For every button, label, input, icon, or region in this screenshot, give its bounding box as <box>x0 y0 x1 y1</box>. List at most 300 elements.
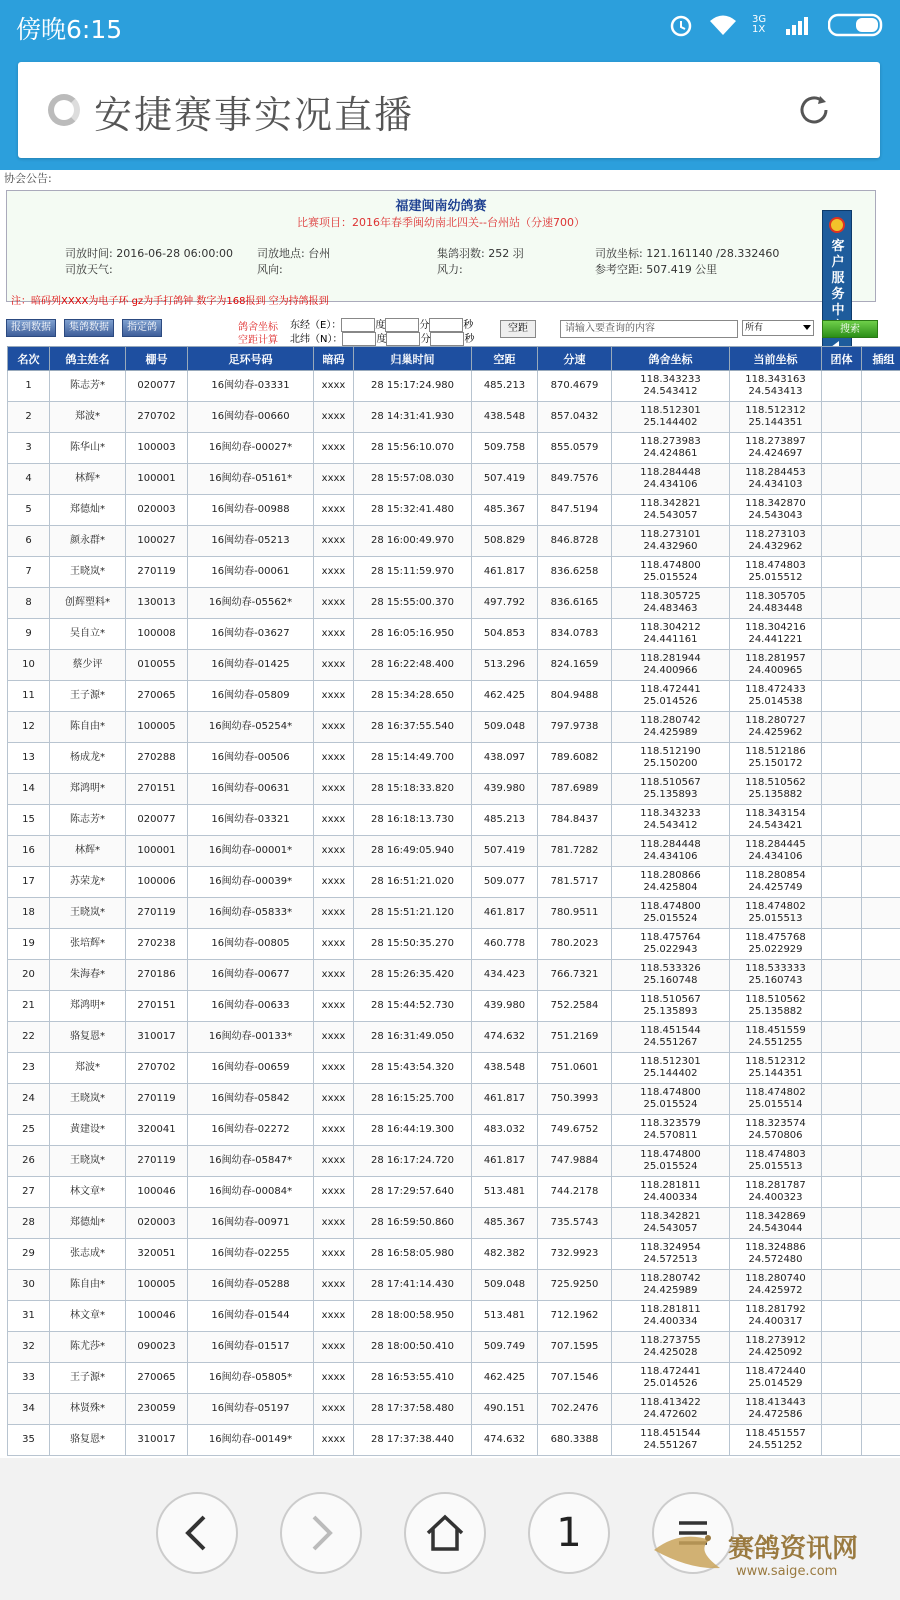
coord-cell <box>730 1115 822 1146</box>
coord-cell <box>612 1270 730 1301</box>
table-cell <box>822 1270 862 1301</box>
table-cell: 16闽幼春-00677 <box>188 960 314 991</box>
coord-value: 25.015514 <box>748 1099 803 1110</box>
table-row[interactable] <box>8 371 900 402</box>
birds-count: 集鸽羽数: 252 羽 <box>437 247 524 260</box>
coord-value: 118.342821 <box>640 498 701 509</box>
table-cell: 26 <box>8 1146 50 1177</box>
table-cell: 836.6258 <box>538 557 612 588</box>
table-cell: 28 18:00:50.410 <box>354 1332 472 1363</box>
coord-cell <box>730 1394 822 1425</box>
coord-value: 24.551255 <box>748 1037 803 1048</box>
table-row[interactable] <box>8 1332 900 1363</box>
customer-service-label: 客户服务中 <box>831 239 845 318</box>
table-cell: 28 15:50:35.270 <box>354 929 472 960</box>
table-row[interactable] <box>8 929 900 960</box>
table-cell: 507.419 <box>472 464 538 495</box>
column-header: 暗码 <box>314 347 354 371</box>
coord-cell <box>730 433 822 464</box>
table-row[interactable] <box>8 1208 900 1239</box>
coord-value: 118.451557 <box>745 1428 806 1439</box>
table-cell: 34 <box>8 1394 50 1425</box>
table-cell: 461.817 <box>472 1084 538 1115</box>
table-cell: 497.792 <box>472 588 538 619</box>
table-cell: 100046 <box>126 1301 188 1332</box>
north-min-input[interactable] <box>386 332 420 346</box>
coord-value: 118.342869 <box>745 1211 806 1222</box>
table-cell: 16闽幼春-00659 <box>188 1053 314 1084</box>
coord-cell <box>730 991 822 1022</box>
coord-value: 118.533333 <box>745 963 806 974</box>
coord-value: 24.570811 <box>643 1130 698 1141</box>
table-row[interactable] <box>8 557 900 588</box>
table-cell: 14 <box>8 774 50 805</box>
table-cell: 3 <box>8 433 50 464</box>
table-cell: 010055 <box>126 650 188 681</box>
coord-cell <box>612 681 730 712</box>
coord-value: 24.543413 <box>748 386 803 397</box>
north-deg-input[interactable] <box>342 332 376 346</box>
column-header: 当前坐标 <box>730 347 822 371</box>
table-cell <box>862 495 900 526</box>
table-cell: 509.048 <box>472 1270 538 1301</box>
table-cell: xxxx <box>314 495 354 526</box>
table-cell <box>822 1301 862 1332</box>
coord-value: 24.551252 <box>748 1440 803 1451</box>
coord-cell <box>730 774 822 805</box>
table-cell: 513.481 <box>472 1301 538 1332</box>
table-cell: 骆复恩* <box>50 1425 126 1456</box>
table-cell: 16闽幼春-00660 <box>188 402 314 433</box>
coord-cell <box>612 805 730 836</box>
table-cell: 28 17:41:14.430 <box>354 1270 472 1301</box>
table-cell: 22 <box>8 1022 50 1053</box>
coord-value: 118.474800 <box>640 901 701 912</box>
coord-cell <box>730 1363 822 1394</box>
table-cell: 855.0579 <box>538 433 612 464</box>
coord-value: 118.472440 <box>745 1366 806 1377</box>
column-header: 棚号 <box>126 347 188 371</box>
table-cell: 130013 <box>126 588 188 619</box>
table-cell: 25 <box>8 1115 50 1146</box>
coord-cell <box>612 650 730 681</box>
table-cell: 16闽幼春-03321 <box>188 805 314 836</box>
table-cell: xxxx <box>314 433 354 464</box>
table-cell: xxxx <box>314 1239 354 1270</box>
coord-value: 118.472433 <box>745 684 806 695</box>
coord-cell <box>730 464 822 495</box>
wind-power: 风力: <box>437 263 463 276</box>
coord-value: 24.543044 <box>748 1223 803 1234</box>
table-cell: 752.2584 <box>538 991 612 1022</box>
table-row[interactable] <box>8 1363 900 1394</box>
table-cell <box>862 929 900 960</box>
table-cell: 4 <box>8 464 50 495</box>
table-cell: 508.829 <box>472 526 538 557</box>
coord-value: 118.474803 <box>745 560 806 571</box>
table-row[interactable] <box>8 681 900 712</box>
table-cell: 郑鸿明* <box>50 991 126 1022</box>
designate-bird-button[interactable]: 指定鸽 <box>122 319 162 337</box>
table-cell: 100008 <box>126 619 188 650</box>
table-cell: 462.425 <box>472 1363 538 1394</box>
table-cell <box>822 526 862 557</box>
table-cell <box>862 1084 900 1115</box>
table-cell: 100001 <box>126 836 188 867</box>
table-cell: 郑德灿* <box>50 1208 126 1239</box>
coord-value: 25.014538 <box>748 696 803 707</box>
table-row[interactable] <box>8 619 900 650</box>
table-cell: 270065 <box>126 1363 188 1394</box>
association-notice: 协会公告: <box>4 172 52 185</box>
table-cell: 28 15:55:00.370 <box>354 588 472 619</box>
table-row[interactable] <box>8 1394 900 1425</box>
table-row[interactable] <box>8 588 900 619</box>
table-cell: 1 <box>8 371 50 402</box>
table-cell: 28 <box>8 1208 50 1239</box>
table-cell: 780.9511 <box>538 898 612 929</box>
table-cell: 509.758 <box>472 433 538 464</box>
min-unit: 分 <box>420 334 431 345</box>
table-row[interactable] <box>8 836 900 867</box>
coord-cell <box>730 960 822 991</box>
coord-value: 25.135882 <box>748 789 803 800</box>
table-cell: 19 <box>8 929 50 960</box>
table-cell: 270151 <box>126 774 188 805</box>
table-cell: 780.2023 <box>538 929 612 960</box>
coord-cell <box>612 1394 730 1425</box>
table-row[interactable] <box>8 433 900 464</box>
table-row[interactable] <box>8 1177 900 1208</box>
table-cell: 9 <box>8 619 50 650</box>
coord-value: 118.304212 <box>640 622 701 633</box>
table-cell: 林贤殊* <box>50 1394 126 1425</box>
table-cell: 12 <box>8 712 50 743</box>
table-cell: xxxx <box>314 867 354 898</box>
home-button[interactable] <box>404 1492 486 1574</box>
table-cell <box>862 774 900 805</box>
north-coord-row <box>290 330 474 346</box>
coord-cell <box>730 402 822 433</box>
coord-value: 118.305705 <box>745 591 806 602</box>
loft-coord-label: 鸽舍坐标 <box>238 322 278 333</box>
table-cell: 100027 <box>126 526 188 557</box>
watermark-url: www.saige.com <box>736 1564 838 1579</box>
coord-value: 25.015524 <box>643 572 698 583</box>
table-cell: 16闽幼春-02272 <box>188 1115 314 1146</box>
table-cell <box>862 867 900 898</box>
table-cell <box>822 1425 862 1456</box>
search-input[interactable]: 请输入要查询的内容 <box>560 320 738 338</box>
table-cell: 507.419 <box>472 836 538 867</box>
table-cell: xxxx <box>314 650 354 681</box>
filter-select[interactable] <box>742 320 814 336</box>
table-cell: xxxx <box>314 1022 354 1053</box>
table-cell: 020003 <box>126 1208 188 1239</box>
site-logo-icon <box>48 94 80 126</box>
table-cell: 16闽幼春-05161* <box>188 464 314 495</box>
table-cell: 461.817 <box>472 557 538 588</box>
table-cell: 创辉塑料* <box>50 588 126 619</box>
table-row[interactable] <box>8 1084 900 1115</box>
min-unit: 分 <box>419 320 430 331</box>
address-bar[interactable] <box>18 62 880 158</box>
table-row[interactable] <box>8 1239 900 1270</box>
table-cell: 100001 <box>126 464 188 495</box>
table-cell: 16闽幼春-05833* <box>188 898 314 929</box>
coord-value: 24.400334 <box>643 1316 698 1327</box>
table-cell: 16闽幼春-00971 <box>188 1208 314 1239</box>
coord-value: 25.015513 <box>748 913 803 924</box>
table-cell: xxxx <box>314 557 354 588</box>
coord-cell <box>730 1146 822 1177</box>
coord-value: 24.543057 <box>643 510 698 521</box>
table-cell: 461.817 <box>472 898 538 929</box>
sec-unit: 秒 <box>463 320 474 331</box>
table-row[interactable] <box>8 898 900 929</box>
table-row[interactable] <box>8 402 900 433</box>
table-row[interactable] <box>8 526 900 557</box>
table-row[interactable] <box>8 1115 900 1146</box>
coord-value: 118.304216 <box>745 622 806 633</box>
coord-value: 25.014529 <box>748 1378 803 1389</box>
table-cell: 16闽幼春-05805* <box>188 1363 314 1394</box>
table-cell: 28 16:51:21.020 <box>354 867 472 898</box>
search-button[interactable]: 搜索 <box>822 320 878 338</box>
table-row[interactable] <box>8 1270 900 1301</box>
table-row[interactable] <box>8 1301 900 1332</box>
table-cell: 28 16:53:55.410 <box>354 1363 472 1394</box>
table-cell: xxxx <box>314 1115 354 1146</box>
battery-icon <box>828 13 886 37</box>
table-cell: 蔡少评 <box>50 650 126 681</box>
table-cell: 438.097 <box>472 743 538 774</box>
table-cell <box>862 557 900 588</box>
table-cell: 28 16:18:13.730 <box>354 805 472 836</box>
table-cell: 郑波* <box>50 402 126 433</box>
coord-cell <box>612 1425 730 1456</box>
coord-cell <box>730 1084 822 1115</box>
table-row[interactable] <box>8 464 900 495</box>
table-row[interactable] <box>8 774 900 805</box>
table-cell: 16闽幼春-05809 <box>188 681 314 712</box>
table-cell: 28 16:00:49.970 <box>354 526 472 557</box>
table-cell: 462.425 <box>472 681 538 712</box>
table-cell <box>862 1363 900 1394</box>
table-cell: 834.0783 <box>538 619 612 650</box>
table-cell: 28 15:26:35.420 <box>354 960 472 991</box>
table-row[interactable] <box>8 867 900 898</box>
coord-value: 24.543412 <box>643 820 698 831</box>
table-cell: 15 <box>8 805 50 836</box>
coord-cell <box>730 1239 822 1270</box>
coord-cell <box>730 929 822 960</box>
table-cell: 485.367 <box>472 1208 538 1239</box>
table-cell: 735.5743 <box>538 1208 612 1239</box>
table-cell: 16闽幼春-02255 <box>188 1239 314 1270</box>
table-row[interactable] <box>8 1022 900 1053</box>
table-cell: 230059 <box>126 1394 188 1425</box>
table-cell: 28 16:15:25.700 <box>354 1084 472 1115</box>
table-cell: 509.749 <box>472 1332 538 1363</box>
table-row[interactable] <box>8 805 900 836</box>
coord-value: 24.400334 <box>643 1192 698 1203</box>
coord-value: 118.305725 <box>640 591 701 602</box>
table-cell: 骆复恩* <box>50 1022 126 1053</box>
table-cell <box>862 433 900 464</box>
table-cell: 张培辉* <box>50 929 126 960</box>
table-cell <box>822 1332 862 1363</box>
table-cell: 16闽幼春-03627 <box>188 619 314 650</box>
release-time: 司放时间: 2016-06-28 06:00:00 <box>65 247 234 260</box>
filter-select-value: 所有 <box>745 323 764 333</box>
table-cell <box>822 1022 862 1053</box>
coord-cell <box>612 867 730 898</box>
north-sec-input[interactable] <box>430 332 464 346</box>
coord-value: 24.472602 <box>643 1409 698 1420</box>
table-cell <box>862 1239 900 1270</box>
coord-value: 118.475764 <box>640 932 701 943</box>
coord-value: 25.022943 <box>643 944 698 955</box>
table-cell: xxxx <box>314 619 354 650</box>
table-cell: 陈华山* <box>50 433 126 464</box>
column-header: 归巢时间 <box>354 347 472 371</box>
coord-cell <box>612 1332 730 1363</box>
coord-cell <box>612 1363 730 1394</box>
table-cell <box>822 1177 862 1208</box>
chevron-right-icon <box>306 1513 336 1553</box>
table-cell: 16闽幼春-00149* <box>188 1425 314 1456</box>
coord-value: 24.543412 <box>643 386 698 397</box>
table-cell: 020077 <box>126 371 188 402</box>
table-cell: 438.548 <box>472 1053 538 1084</box>
table-cell <box>822 991 862 1022</box>
table-cell: 28 18:00:58.950 <box>354 1301 472 1332</box>
table-cell: 751.2169 <box>538 1022 612 1053</box>
table-cell: xxxx <box>314 1146 354 1177</box>
table-cell: 870.4679 <box>538 371 612 402</box>
table-cell: 28 16:58:05.980 <box>354 1239 472 1270</box>
home-icon <box>424 1513 466 1553</box>
table-cell <box>862 1332 900 1363</box>
table-cell: 陈自由* <box>50 712 126 743</box>
table-cell: 781.7282 <box>538 836 612 867</box>
table-cell: 林文章* <box>50 1177 126 1208</box>
column-header: 名次 <box>8 347 50 371</box>
table-cell: 28 16:49:05.940 <box>354 836 472 867</box>
reload-icon[interactable] <box>796 92 832 128</box>
table-cell: 100005 <box>126 712 188 743</box>
table-cell: 28 15:56:10.070 <box>354 433 472 464</box>
table-row[interactable] <box>8 1146 900 1177</box>
coord-cell <box>612 619 730 650</box>
table-cell: 28 17:37:58.480 <box>354 1394 472 1425</box>
table-cell <box>862 898 900 929</box>
column-header: 鸽主姓名 <box>50 347 126 371</box>
coord-value: 25.135882 <box>748 1006 803 1017</box>
back-button[interactable] <box>156 1492 238 1574</box>
table-row[interactable] <box>8 1425 900 1456</box>
table-cell: 766.7321 <box>538 960 612 991</box>
table-cell <box>822 1084 862 1115</box>
table-cell: 13 <box>8 743 50 774</box>
table-body <box>8 371 900 1456</box>
table-cell: 28 16:17:24.720 <box>354 1146 472 1177</box>
table-cell: 781.5717 <box>538 867 612 898</box>
table-cell: 28 17:29:57.640 <box>354 1177 472 1208</box>
chevron-left-icon <box>182 1513 212 1553</box>
race-title: 福建闽南幼鸽赛 <box>395 199 487 214</box>
table-cell: 郑德灿* <box>50 495 126 526</box>
coord-value: 24.424861 <box>643 448 698 459</box>
table-cell <box>822 1239 862 1270</box>
table-cell: 439.980 <box>472 991 538 1022</box>
coord-value: 118.280740 <box>745 1273 806 1284</box>
table-cell: 747.9884 <box>538 1146 612 1177</box>
table-cell <box>822 650 862 681</box>
table-cell: 847.5194 <box>538 495 612 526</box>
coord-cell <box>730 1208 822 1239</box>
table-row[interactable] <box>8 650 900 681</box>
table-cell <box>862 371 900 402</box>
coord-value: 24.425749 <box>748 882 803 893</box>
collect-data-button[interactable]: 集鸽数据 <box>64 319 114 337</box>
table-cell <box>862 681 900 712</box>
table-cell <box>862 1022 900 1053</box>
table-cell: 020077 <box>126 805 188 836</box>
race-info-panel <box>6 190 876 307</box>
coord-value: 118.512301 <box>640 405 701 416</box>
distance-calc-label: 空距计算 <box>238 335 278 346</box>
table-cell: 270119 <box>126 1084 188 1115</box>
coord-value: 24.551267 <box>643 1037 698 1048</box>
table-cell: 16闽幼春-05842 <box>188 1084 314 1115</box>
table-cell: 28 15:57:08.030 <box>354 464 472 495</box>
table-cell: 270065 <box>126 681 188 712</box>
table-row[interactable] <box>8 960 900 991</box>
table-row[interactable] <box>8 743 900 774</box>
table-cell: 090023 <box>126 1332 188 1363</box>
tab-count: 1 <box>556 1510 582 1556</box>
table-cell: 270702 <box>126 402 188 433</box>
table-row[interactable] <box>8 712 900 743</box>
table-cell <box>822 1115 862 1146</box>
table-row[interactable] <box>8 991 900 1022</box>
table-cell: 751.0601 <box>538 1053 612 1084</box>
table-cell: 颜永群* <box>50 526 126 557</box>
table-cell: 270238 <box>126 929 188 960</box>
forward-button[interactable] <box>280 1492 362 1574</box>
coord-value: 118.284445 <box>745 839 806 850</box>
calc-distance-button[interactable]: 空距 <box>500 320 536 338</box>
table-row[interactable] <box>8 495 900 526</box>
column-header: 鸽舍坐标 <box>612 347 730 371</box>
tabs-button[interactable] <box>528 1492 610 1574</box>
status-bar <box>0 0 900 52</box>
coord-value: 24.483448 <box>748 603 803 614</box>
table-cell: 28 15:14:49.700 <box>354 743 472 774</box>
report-data-button[interactable]: 报到数据 <box>6 319 56 337</box>
table-cell <box>862 1177 900 1208</box>
coord-cell <box>612 712 730 743</box>
table-cell <box>862 1115 900 1146</box>
table-cell: 16闽幼春-01517 <box>188 1332 314 1363</box>
table-row[interactable] <box>8 1053 900 1084</box>
table-cell: xxxx <box>314 1394 354 1425</box>
table-cell: 784.8437 <box>538 805 612 836</box>
table-cell: 28 14:31:41.930 <box>354 402 472 433</box>
release-weather: 司放天气: <box>65 263 113 276</box>
